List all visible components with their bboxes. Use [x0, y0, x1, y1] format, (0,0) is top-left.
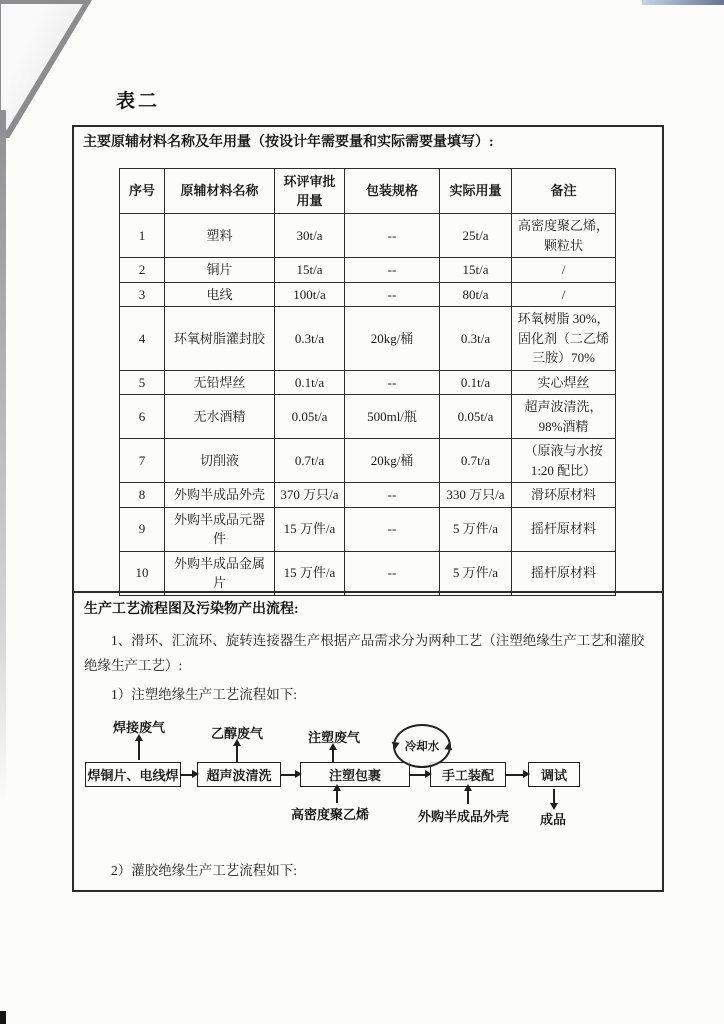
table-cell: 摇杆原材料	[512, 551, 616, 595]
table-cell: /	[512, 258, 616, 283]
table-cell: 15t/a	[275, 258, 345, 283]
table-cell: --	[345, 258, 440, 283]
table-cell: 8	[120, 483, 165, 508]
process-section	[74, 593, 662, 888]
arrow-right-2	[281, 774, 296, 776]
table-cell: --	[345, 214, 440, 258]
flow-step-ultrasonic: 超声波清洗	[197, 762, 281, 787]
table-cell: 摇杆原材料	[512, 507, 616, 551]
flow-diagram	[84, 709, 652, 834]
arrow-right-1	[181, 774, 193, 776]
materials-section	[74, 127, 662, 593]
table-cell: 切削液	[165, 439, 275, 483]
emission-label-molding: 注塑废气	[308, 729, 361, 745]
table-row	[120, 507, 616, 551]
table-cell: 0.1t/a	[440, 370, 512, 395]
page-fold-corner	[1, 4, 83, 130]
table-cell: 25t/a	[440, 214, 512, 258]
arrow-down-product	[553, 789, 555, 803]
table-cell: （原液与水按 1:20 配比）	[512, 439, 616, 483]
form-box	[72, 125, 664, 892]
table-cell: 无水酒精	[165, 395, 275, 439]
table-cell: 370 万只/a	[275, 483, 345, 508]
table-cell: 外购半成品金属片	[165, 551, 275, 595]
table-cell: 15t/a	[440, 258, 512, 283]
page-title: 表二	[116, 91, 161, 112]
table-row	[120, 258, 616, 283]
table-cell: 15 万件/a	[275, 551, 345, 595]
table-cell: 0.05t/a	[275, 395, 345, 439]
table-cell: 0.7t/a	[275, 439, 345, 483]
table-cell: --	[345, 282, 440, 307]
input-label-shell: 外购半成品外壳	[418, 808, 510, 824]
table-cell: 1	[120, 214, 165, 258]
table-cell: 0.3t/a	[440, 307, 512, 371]
arrow-up-welding-gas	[138, 741, 140, 760]
table-cell: 5 万件/a	[440, 507, 512, 551]
table-cell: 电线	[165, 282, 275, 307]
table-header-row	[120, 169, 616, 214]
table-cell: 滑环原材料	[512, 483, 616, 508]
table-cell: 9	[120, 507, 165, 551]
table-row	[120, 439, 616, 483]
flow-step-debugging: 调试	[528, 762, 580, 787]
table-cell: 0.7t/a	[440, 439, 512, 483]
table-cell: --	[345, 551, 440, 595]
arrow-right-3	[410, 774, 426, 776]
table-cell: /	[512, 282, 616, 307]
materials-table-body	[120, 214, 616, 596]
table-cell: 超声波清洗，98%酒精	[512, 395, 616, 439]
table-cell: 20kg/桶	[345, 439, 440, 483]
table-cell: 铜片	[165, 258, 275, 283]
flow1-title: 1）注塑绝缘生产工艺流程如下:	[111, 686, 298, 702]
column-header-material: 原辅材料名称	[165, 169, 275, 214]
flow-step-assembly: 手工装配	[430, 762, 506, 787]
table-cell: --	[345, 483, 440, 508]
flow-step-welding: 焊铜片、电线焊	[85, 762, 181, 787]
arrow-right-4	[506, 774, 524, 776]
table-cell: 100t/a	[275, 282, 345, 307]
table-cell: 环氧树脂灌封胶	[165, 307, 275, 371]
table-row	[120, 370, 616, 395]
flow2-title: 2）灌胶绝缘生产工艺流程如下:	[111, 862, 298, 878]
table-cell: 实心焊丝	[512, 370, 616, 395]
scan-edge-left	[0, 110, 6, 800]
materials-table	[119, 168, 616, 596]
column-header-actual-amount: 实际用量	[440, 169, 512, 214]
table-cell: 外购半成品外壳	[165, 483, 275, 508]
table-cell: 5	[120, 370, 165, 395]
column-header-approved-amount: 环评审批用量	[275, 169, 345, 214]
table-cell: 5 万件/a	[440, 551, 512, 595]
table-cell: 0.05t/a	[440, 395, 512, 439]
table-cell: 10	[120, 551, 165, 595]
cooling-water-stamp: 冷却水	[393, 724, 451, 768]
arrow-up-shell-input	[467, 791, 469, 804]
table-row	[120, 282, 616, 307]
column-header-packaging: 包装规格	[345, 169, 440, 214]
table-cell: 无铅焊丝	[165, 370, 275, 395]
table-cell: 4	[120, 307, 165, 371]
table-cell: 高密度聚乙烯，颗粒状	[512, 214, 616, 258]
table-cell: 80t/a	[440, 282, 512, 307]
process-paragraph: 1、滑环、汇流环、旋转连接器生产根据产品需求分为两种工艺（注塑绝缘生产工艺和灌胶绝缘生产工艺）:	[84, 633, 645, 673]
table-cell: --	[345, 507, 440, 551]
table-row	[120, 395, 616, 439]
scan-mark-bottom-left	[0, 1011, 6, 1024]
table-cell: 环氧树脂 30%，固化剂（二乙烯三胺）70%	[512, 307, 616, 371]
scan-edge-top-right	[642, 0, 724, 5]
column-header-index: 序号	[120, 169, 165, 214]
table-cell: 3	[120, 282, 165, 307]
flow-step-molding: 注塑包裹	[300, 762, 410, 787]
table-row	[120, 483, 616, 508]
table-cell: 6	[120, 395, 165, 439]
materials-heading: 主要原辅材料名称及年用量（按设计年需要量和实际需要量填写）:	[83, 135, 494, 150]
output-label-product: 成品	[540, 811, 567, 827]
arrow-up-ethanol-gas	[236, 746, 238, 762]
table-cell: 0.1t/a	[275, 370, 345, 395]
table-cell: 30t/a	[275, 214, 345, 258]
table-cell: 330 万只/a	[440, 483, 512, 508]
input-label-hdpe: 高密度聚乙烯	[291, 806, 370, 822]
table-cell: 7	[120, 439, 165, 483]
table-row	[120, 214, 616, 258]
table-cell: --	[345, 370, 440, 395]
arrow-up-hdpe-input	[336, 791, 338, 803]
table-cell: 0.3t/a	[275, 307, 345, 371]
emission-label-ethanol: 乙醇废气	[211, 725, 264, 741]
table-cell: 塑料	[165, 214, 275, 258]
table-cell: 2	[120, 258, 165, 283]
table-cell: 20kg/桶	[345, 307, 440, 371]
table-cell: 外购半成品元器件	[165, 507, 275, 551]
process-heading: 生产工艺流程图及污染物产出流程:	[84, 602, 299, 617]
table-cell: 15 万件/a	[275, 507, 345, 551]
emission-label-welding: 焊接废气	[113, 719, 166, 735]
column-header-remark: 备注	[512, 169, 616, 214]
table-row	[120, 307, 616, 371]
table-cell: 500ml/瓶	[345, 395, 440, 439]
table-row	[120, 551, 616, 595]
